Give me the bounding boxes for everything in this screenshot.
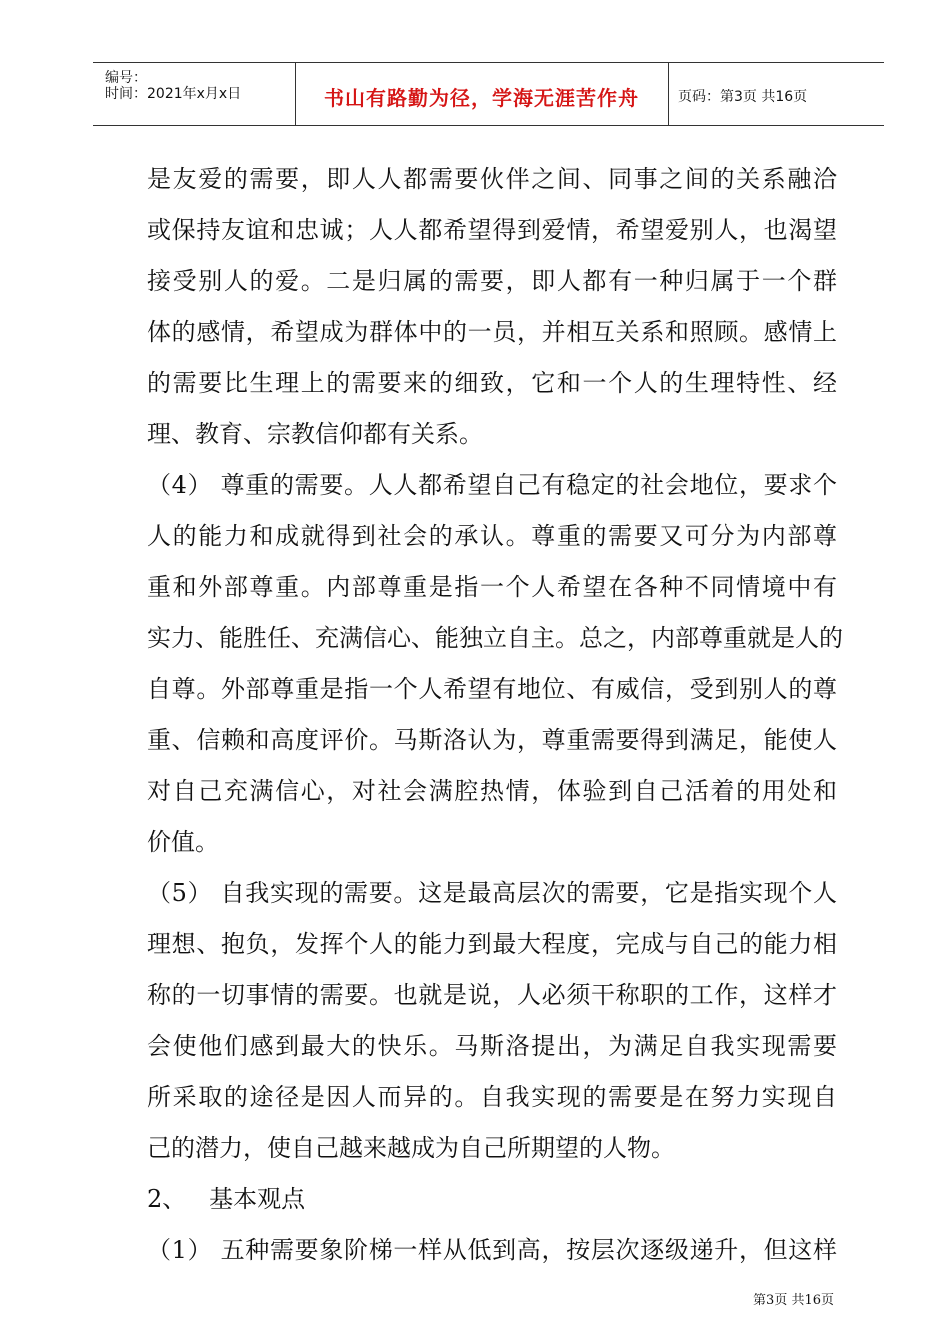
body-line: 价值。 [147,828,219,856]
body-line: （4） 尊重的需要。人人都希望自己有稳定的社会地位，要求个 [147,471,837,499]
body-line: 实力、能胜任、充满信心、能独立自主。总之，内部尊重就是人的 [147,624,843,652]
body-line: 己的潜力，使自己越来越成为自己所期望的人物。 [147,1134,675,1162]
body-line: 的需要比生理上的需要来的细致，它和一个人的生理特性、经 [147,369,837,397]
body-line: 对自己充满信心，对社会满腔热情，体验到自己活着的用处和 [147,777,837,805]
body-line: （1） 五种需要象阶梯一样从低到高，按层次逐级递升，但这样 [147,1236,837,1264]
body-line: 人的能力和成就得到社会的承认。尊重的需要又可分为内部尊 [147,522,837,550]
body-line: 理想、抱负，发挥个人的能力到最大程度，完成与自己的能力相 [147,930,837,958]
body-line: 是友爱的需要，即人人都需要伙伴之间、同事之间的关系融洽 [147,165,837,193]
body-line: 重、信赖和高度评价。马斯洛认为，尊重需要得到满足，能使人 [147,726,837,754]
body-line: 接受别人的爱。二是归属的需要，即人都有一种归属于一个群 [147,267,837,295]
body-line: 称的一切事情的需要。也就是说，人必须干称职的工作，这样才 [147,981,837,1009]
page-header [93,62,884,126]
body-line: （5） 自我实现的需要。这是最高层次的需要，它是指实现个人 [147,879,837,907]
body-line: 所采取的途径是因人而异的。自我实现的需要是在努力实现自 [147,1083,837,1111]
body-line: 或保持友谊和忠诚；人人都希望得到爱情，希望爱别人，也渴望 [147,216,837,244]
motto-text: 书山有路勤为径，学海无涯苦作舟 [324,86,639,110]
number-label: 编号： [105,70,147,86]
time-label: 时间：2021年x月x日 [105,86,242,102]
header-motto-cell [295,63,669,125]
header-meta-cell [93,63,296,125]
body-line: 体的感情，希望成为群体中的一员，并相互关系和照顾。感情上 [147,318,837,346]
body-line: 理、教育、宗教信仰都有关系。 [147,420,483,448]
body-line: 自尊。外部尊重是指一个人希望有地位、有威信，受到别人的尊 [147,675,837,703]
page-footer-number: 第3页 共16页 [753,1293,834,1308]
section-heading: 2、 基本观点 [147,1185,306,1213]
document-body [147,156,843,1278]
header-page-number: 页码：第3页 共16页 [678,89,808,105]
body-line: 重和外部尊重。内部尊重是指一个人希望在各种不同情境中有 [147,573,837,601]
header-page-cell [668,63,884,125]
body-line: 会使他们感到最大的快乐。马斯洛提出，为满足自我实现需要 [147,1032,837,1060]
